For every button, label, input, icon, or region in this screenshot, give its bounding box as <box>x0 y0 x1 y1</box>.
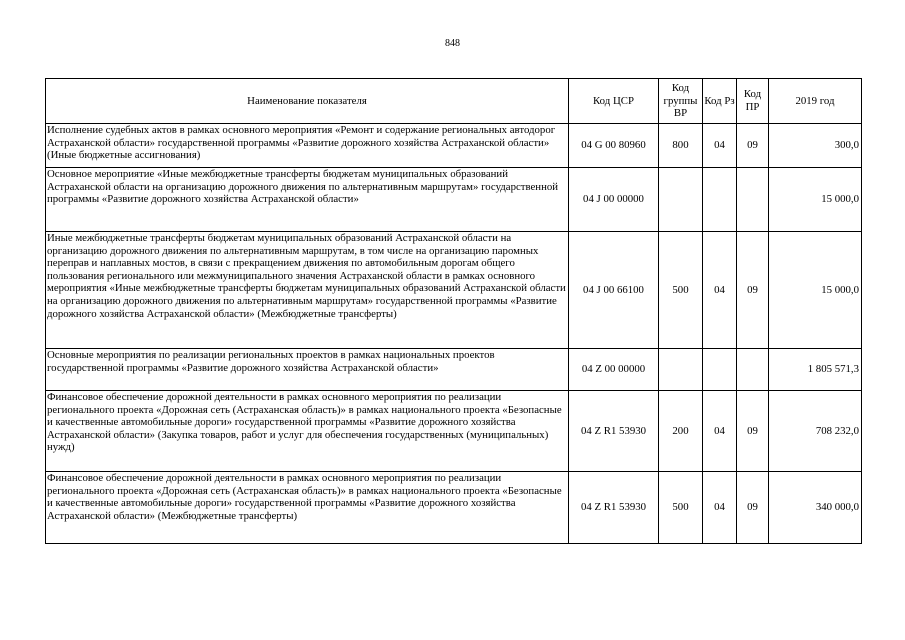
row-amount: 15 000,0 <box>769 232 862 349</box>
row-name: Иные межбюджетные трансферты бюджетам муниципальных образований Астраханской области на организацию дорожного движения по альтернативным маршрутам, в том числе на организацию паромных переправ и наплавных мостов, в связи с прекращением движения по автомобильным дорогам общего пользования регионального или межмуниципального значения Астраханской области в рамках основного мероприятия «Иные межбюджетные трансферты бюджетам муниципальных образований Астраханской области на организацию дорожного движения по альтернативным маршрутам» государственной программы «Развитие дорожного хозяйства Астраханской области» (Межбюджетные трансферты) <box>46 232 569 349</box>
row-csr: 04 Z 00 00000 <box>569 349 659 391</box>
row-pr: 09 <box>737 472 769 544</box>
header-vr: Код группы ВР <box>659 79 703 124</box>
header-name: Наименование показателя <box>46 79 569 124</box>
row-name: Основные мероприятия по реализации региональных проектов в рамках национальных проектов государственной программы «Развитие дорожного хозяйства Астраханской области» <box>46 349 569 391</box>
row-vr: 500 <box>659 232 703 349</box>
header-csr: Код ЦСР <box>569 79 659 124</box>
row-pr <box>737 168 769 232</box>
row-rz <box>703 168 737 232</box>
row-vr: 500 <box>659 472 703 544</box>
row-rz: 04 <box>703 391 737 472</box>
row-rz: 04 <box>703 232 737 349</box>
row-csr: 04 J 00 66100 <box>569 232 659 349</box>
budget-table <box>45 78 862 544</box>
row-csr: 04 J 00 00000 <box>569 168 659 232</box>
row-pr <box>737 349 769 391</box>
row-name: Исполнение судебных актов в рамках основного мероприятия «Ремонт и содержание региональных автодорог Астраханской области» государственной программы «Развитие дорожного хозяйства Астраханской области» (Иные бюджетные ассигнования) <box>46 124 569 168</box>
row-name: Финансовое обеспечение дорожной деятельности в рамках основного мероприятия по реализации регионального проекта «Дорожная сеть (Астраханская область)» в рамках национального проекта «Безопасные и качественные автомобильные дороги» государственной программы «Развитие дорожного хозяйства Астраханской области» (Закупка товаров, работ и услуг для обеспечения государственных (муниципальных) нужд) <box>46 391 569 472</box>
header-year: 2019 год <box>769 79 862 124</box>
table-row <box>46 391 862 472</box>
row-rz: 04 <box>703 124 737 168</box>
row-amount: 15 000,0 <box>769 168 862 232</box>
row-vr <box>659 168 703 232</box>
row-csr: 04 Z R1 53930 <box>569 391 659 472</box>
row-vr <box>659 349 703 391</box>
row-amount: 708 232,0 <box>769 391 862 472</box>
table-row <box>46 232 862 349</box>
table-row <box>46 124 862 168</box>
row-name: Финансовое обеспечение дорожной деятельности в рамках основного мероприятия по реализации регионального проекта «Дорожная сеть (Астраханская область)» в рамках национального проекта «Безопасные и качественные автомобильные дороги» государственной программы «Развитие дорожного хозяйства Астраханской области» (Межбюджетные трансферты) <box>46 472 569 544</box>
row-vr: 800 <box>659 124 703 168</box>
header-pr: Код ПР <box>737 79 769 124</box>
table-header-row <box>46 79 862 124</box>
table-row <box>46 349 862 391</box>
row-csr: 04 G 00 80960 <box>569 124 659 168</box>
header-rz: Код Рз <box>703 79 737 124</box>
row-amount: 340 000,0 <box>769 472 862 544</box>
row-amount: 1 805 571,3 <box>769 349 862 391</box>
row-rz <box>703 349 737 391</box>
row-pr: 09 <box>737 124 769 168</box>
row-pr: 09 <box>737 232 769 349</box>
row-name: Основное мероприятие «Иные межбюджетные трансферты бюджетам муниципальных образований Астраханской области на организацию дорожного движения по альтернативным маршрутам» государственной программы «Развитие дорожного хозяйства Астраханской области» <box>46 168 569 232</box>
row-vr: 200 <box>659 391 703 472</box>
row-rz: 04 <box>703 472 737 544</box>
table-row <box>46 168 862 232</box>
row-amount: 300,0 <box>769 124 862 168</box>
row-pr: 09 <box>737 391 769 472</box>
table-row <box>46 472 862 544</box>
row-csr: 04 Z R1 53930 <box>569 472 659 544</box>
page-number: 848 <box>445 38 460 49</box>
